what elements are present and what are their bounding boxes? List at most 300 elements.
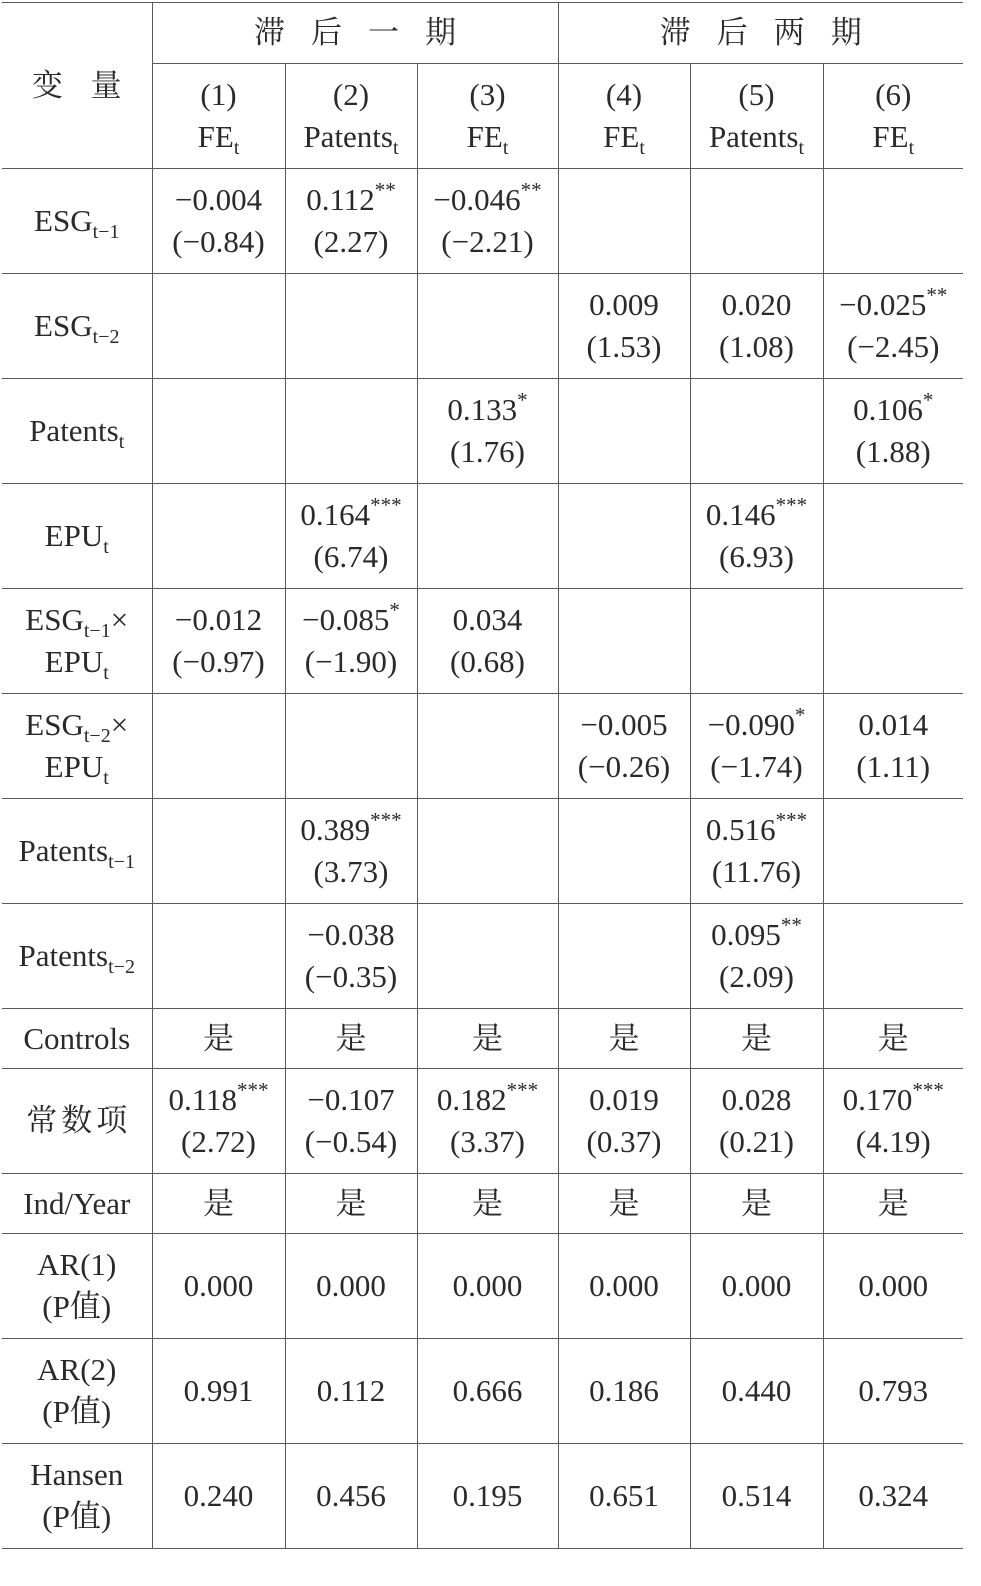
table-cell (417, 799, 558, 904)
table-cell (558, 1444, 690, 1549)
coefficient: −0.004 (174, 182, 263, 217)
t-statistic: (6.93) (719, 539, 794, 574)
row-label-subscript: t−2 (83, 725, 111, 747)
coefficient: 0.324 (858, 1478, 929, 1513)
coefficient: 0.991 (183, 1373, 254, 1408)
row-label-line (2, 704, 152, 746)
table-cell (558, 694, 690, 799)
table-cell (285, 1174, 417, 1234)
table-row (2, 1069, 963, 1174)
row-label-line (2, 599, 152, 641)
column-dependent-var-subscript: t (798, 137, 805, 159)
table-cell (285, 1009, 417, 1069)
coefficient: 0.014 (858, 707, 929, 742)
row-label-text: (P值) (42, 1499, 112, 1534)
table-cell (823, 1069, 963, 1174)
t-statistic: (−0.26) (577, 749, 671, 784)
table-row (2, 904, 963, 1009)
coefficient: 0.000 (721, 1268, 792, 1303)
table-cell (823, 1174, 963, 1234)
coefficient-line (286, 914, 417, 956)
table-cell (558, 1069, 690, 1174)
column-dependent-var-name: Patents (708, 119, 799, 154)
t-statistic: (0.68) (450, 644, 525, 679)
table-cell (285, 589, 417, 694)
coefficient-line (153, 1079, 285, 1121)
table-cell (152, 379, 285, 484)
group-header-lag2 (558, 3, 963, 64)
table-cell (690, 1174, 823, 1234)
coefficient-line (286, 1183, 417, 1225)
table-cell (558, 1009, 690, 1069)
row-label-text: AR(2) (37, 1352, 117, 1387)
table-cell (152, 799, 285, 904)
t-statistic: (6.74) (313, 539, 389, 574)
coefficient: 是 (335, 1020, 367, 1056)
significance-stars: ** (374, 178, 396, 202)
coefficient: −0.046 (433, 182, 521, 217)
coefficient-line (286, 179, 417, 221)
row-label-line (2, 1018, 152, 1060)
table-cell (152, 694, 285, 799)
column-dependent-var (153, 116, 285, 158)
coefficient-line (286, 599, 417, 641)
table-cell (690, 799, 823, 904)
coefficient-line (559, 284, 690, 326)
row-label-text: Ind/Year (23, 1185, 131, 1221)
table-cell (558, 799, 690, 904)
coefficient-line (691, 704, 823, 746)
coefficient-line (418, 389, 558, 431)
table-cell (417, 1339, 558, 1444)
coefficient: 0.000 (183, 1268, 254, 1303)
coefficient: 0.182 (436, 1082, 507, 1117)
row-label-text: Patents (18, 833, 109, 868)
coefficient: 0.019 (589, 1082, 659, 1117)
coefficient-line (824, 1265, 964, 1307)
row-label-line (2, 1391, 152, 1433)
coefficient-line (691, 1018, 823, 1060)
row-label-text: Hansen (30, 1457, 124, 1492)
significance-stars: *** (370, 493, 402, 517)
coefficient-line (418, 1018, 558, 1060)
coefficient: 是 (877, 1020, 909, 1056)
table-row (2, 379, 963, 484)
column-dependent-var-name: Patents (303, 119, 393, 154)
t-statistic: (3.37) (450, 1124, 525, 1159)
coefficient: 是 (741, 1185, 772, 1221)
row-label-line (2, 1286, 152, 1328)
significance-stars: * (794, 703, 806, 727)
table-row (2, 169, 963, 274)
table-cell (152, 1009, 285, 1069)
significance-stars: * (389, 598, 400, 622)
coefficient-line (824, 1018, 964, 1060)
t-statistic: (−1.74) (710, 749, 803, 784)
coefficient: −0.012 (174, 602, 263, 637)
t-statistic: (1.76) (450, 434, 525, 469)
coefficient-line (418, 1265, 558, 1307)
coefficient: 0.133 (447, 392, 518, 427)
coefficient: 是 (472, 1185, 503, 1221)
coefficient: 是 (203, 1185, 234, 1221)
coefficient: 是 (608, 1185, 640, 1221)
row-label (2, 484, 152, 589)
significance-stars: ** (780, 913, 802, 937)
coefficient: 0.106 (853, 392, 923, 427)
table-row (2, 484, 963, 589)
coefficient-line (559, 1018, 690, 1060)
row-label-line (2, 1349, 152, 1391)
t-statistic: (−0.54) (304, 1124, 398, 1159)
table-cell (285, 1444, 417, 1549)
row-label-line (2, 830, 152, 872)
table-row (2, 274, 963, 379)
column-dependent-var-name: FE (603, 119, 640, 154)
row-label (2, 799, 152, 904)
table-cell (417, 1234, 558, 1339)
coefficient: 0.000 (589, 1268, 659, 1303)
t-statistic: (1.08) (719, 329, 794, 364)
table-cell (823, 1444, 963, 1549)
table-cell (558, 904, 690, 1009)
coefficient-line (691, 914, 823, 956)
coefficient: 0.112 (306, 182, 375, 217)
row-label-subscript: t (118, 431, 125, 453)
coefficient-line (824, 704, 964, 746)
coefficient-line (559, 704, 690, 746)
coefficient: 0.240 (183, 1478, 254, 1513)
table-row (2, 1234, 963, 1339)
table-cell (285, 274, 417, 379)
coefficient: 0.000 (858, 1268, 929, 1303)
row-label-line (2, 515, 152, 557)
table-cell (823, 904, 963, 1009)
table-cell (152, 1234, 285, 1339)
column-number: (4) (605, 77, 643, 112)
coefficient: 0.170 (842, 1082, 913, 1117)
coefficient-line (691, 284, 823, 326)
coefficient-line (286, 1370, 417, 1412)
coefficient-line (824, 1475, 964, 1517)
row-label-subscript: t−2 (108, 956, 135, 978)
row-label (2, 379, 152, 484)
column-dependent-var (559, 116, 690, 158)
table-cell (690, 904, 823, 1009)
column-number: (1) (200, 77, 237, 112)
row-label (2, 1234, 152, 1339)
coefficient-line (153, 1018, 285, 1060)
row-label-line (2, 935, 152, 977)
table-body (2, 3, 963, 1549)
t-statistic: (11.76) (711, 854, 802, 889)
coefficient-line (286, 809, 417, 851)
table-cell (285, 484, 417, 589)
coefficient: 0.112 (316, 1373, 386, 1408)
coefficient: −0.107 (307, 1082, 395, 1117)
table-cell (823, 1339, 963, 1444)
row-label (2, 274, 152, 379)
column-dependent-var-subscript: t (393, 137, 399, 159)
column-dependent-var-subscript: t (908, 137, 915, 159)
table-cell (285, 1069, 417, 1174)
table-cell (417, 484, 558, 589)
table-cell (690, 1234, 823, 1339)
coefficient: 0.516 (705, 812, 776, 847)
table-cell (690, 1069, 823, 1174)
t-statistic: (−1.90) (304, 644, 398, 679)
coefficient-line (559, 1475, 690, 1517)
group-header-lag1 (152, 3, 558, 64)
row-label-text: ESG (34, 203, 93, 238)
table-cell (417, 379, 558, 484)
coefficient-line (153, 1183, 285, 1225)
coefficient: 0.651 (589, 1478, 659, 1513)
table-cell (558, 169, 690, 274)
row-label-text: Patents (18, 938, 109, 973)
coefficient-line (559, 1079, 690, 1121)
table-cell (152, 274, 285, 379)
row-label-line (2, 746, 152, 788)
row-label (2, 1174, 152, 1234)
table-row (2, 1174, 963, 1234)
row-label-text: ESG (34, 308, 93, 343)
coefficient: 0.000 (452, 1268, 523, 1303)
row-label-text: ESG (25, 707, 84, 742)
variable-header-label: 变 量 (31, 67, 132, 103)
t-statistic: (−0.84) (172, 224, 265, 259)
row-label-text: Controls (23, 1020, 131, 1056)
coefficient-line (153, 599, 285, 641)
row-label-line (2, 305, 152, 347)
table-cell (417, 589, 558, 694)
t-statistic: (0.21) (719, 1124, 794, 1159)
coefficient-line (153, 1265, 285, 1307)
table-cell (558, 589, 690, 694)
row-label-line (2, 1454, 152, 1496)
row-label-text: 常数项 (26, 1103, 132, 1138)
coefficient: 是 (335, 1185, 367, 1221)
coefficient-line (153, 1475, 285, 1517)
coefficient-line (559, 1265, 690, 1307)
t-statistic: (1.88) (855, 434, 931, 469)
table-cell (690, 169, 823, 274)
significance-stars: *** (775, 493, 808, 517)
table-cell (417, 694, 558, 799)
table-row (2, 1009, 963, 1069)
table-cell (152, 1174, 285, 1234)
t-statistic: (1.53) (586, 329, 662, 364)
row-label-line (2, 1244, 152, 1286)
row-label-text: Patents (29, 413, 119, 448)
row-label-line (2, 1100, 152, 1142)
t-statistic: (−0.35) (304, 959, 398, 994)
row-label (2, 904, 152, 1009)
group-header-lag2-label: 滞后两期 (659, 15, 888, 50)
column-dependent-var-name: FE (466, 119, 503, 154)
coefficient: −0.090 (707, 707, 795, 742)
table-cell (823, 274, 963, 379)
table-row (2, 694, 963, 799)
table-row (2, 589, 963, 694)
coefficient: −0.038 (307, 917, 395, 952)
column-header-4 (558, 64, 690, 169)
coefficient-line (286, 1079, 417, 1121)
coefficient: −0.085 (302, 602, 390, 637)
coefficient: 是 (608, 1020, 640, 1056)
coefficient-line (691, 1079, 823, 1121)
coefficient-line (418, 1183, 558, 1225)
column-dependent-var-subscript: t (233, 137, 240, 159)
table-cell (152, 169, 285, 274)
table-row (2, 799, 963, 904)
table-cell (823, 379, 963, 484)
row-label-subscript: t−1 (83, 620, 111, 642)
table-cell (417, 904, 558, 1009)
table-cell (823, 589, 963, 694)
coefficient-line (153, 1370, 285, 1412)
coefficient-line (824, 389, 964, 431)
coefficient: 0.456 (316, 1478, 386, 1513)
coefficient: 0.164 (300, 497, 371, 532)
coefficient: 0.009 (589, 287, 659, 322)
table-cell (690, 1444, 823, 1549)
significance-stars: * (517, 388, 528, 412)
row-label (2, 1444, 152, 1549)
table-cell (417, 1009, 558, 1069)
times-sign: × (110, 602, 129, 637)
row-label-subscript: t−1 (92, 221, 120, 243)
table-cell (285, 1339, 417, 1444)
table-cell (152, 904, 285, 1009)
coefficient-line (691, 809, 823, 851)
coefficient: 0.666 (452, 1373, 523, 1408)
coefficient: 0.020 (721, 287, 792, 322)
coefficient: 是 (472, 1020, 503, 1056)
coefficient-line (286, 1018, 417, 1060)
t-statistic: (2.27) (313, 224, 389, 259)
row-label-subscript: t (103, 767, 109, 789)
row-label-text: AR(1) (37, 1247, 117, 1282)
coefficient: 0.034 (452, 602, 523, 637)
coefficient: 0.118 (168, 1082, 238, 1117)
row-label-text: (P值) (42, 1289, 112, 1324)
row-label-text: ESG (25, 602, 84, 637)
t-statistic: (1.11) (856, 749, 931, 784)
significance-stars: * (922, 388, 934, 412)
table-cell (417, 169, 558, 274)
row-label (2, 169, 152, 274)
table-cell (690, 379, 823, 484)
table-cell (417, 1069, 558, 1174)
t-statistic: (0.37) (586, 1124, 662, 1159)
coefficient-line (691, 1183, 823, 1225)
coefficient-line (691, 1475, 823, 1517)
table-cell (285, 379, 417, 484)
coefficient: 0.793 (858, 1373, 929, 1408)
coefficient: 0.000 (316, 1268, 386, 1303)
significance-stars: *** (370, 808, 402, 832)
column-dependent-var (824, 116, 964, 158)
row-label-subscript: t−1 (108, 851, 135, 873)
row-label-line (2, 1183, 152, 1225)
coefficient: 0.146 (705, 497, 776, 532)
row-label (2, 694, 152, 799)
row-label-subscript: t (103, 536, 109, 558)
table-cell (558, 1339, 690, 1444)
significance-stars: *** (237, 1078, 269, 1102)
table-cell (152, 1339, 285, 1444)
coefficient: −0.005 (580, 707, 668, 742)
table-cell (823, 694, 963, 799)
table-cell (690, 274, 823, 379)
header-row-groups (2, 3, 963, 64)
coefficient: 是 (741, 1020, 772, 1056)
coefficient-line (286, 494, 417, 536)
table-cell (152, 1444, 285, 1549)
coefficient: 是 (203, 1020, 234, 1056)
coefficient-line (418, 599, 558, 641)
coefficient-line (691, 1265, 823, 1307)
coefficient-line (691, 494, 823, 536)
column-header-3 (417, 64, 558, 169)
table-cell (152, 1069, 285, 1174)
times-sign: × (110, 707, 129, 742)
coefficient: 0.186 (589, 1373, 659, 1408)
t-statistic: (2.09) (719, 959, 794, 994)
column-number: (3) (469, 77, 506, 112)
table-cell (823, 169, 963, 274)
column-dependent-var-name: FE (872, 119, 909, 154)
coefficient-line (286, 1265, 417, 1307)
t-statistic: (−2.45) (847, 329, 940, 364)
table-cell (690, 1339, 823, 1444)
table-cell (690, 589, 823, 694)
coefficient: 是 (877, 1185, 909, 1221)
variable-header (2, 3, 152, 169)
t-statistic: (4.19) (855, 1124, 931, 1159)
row-label-subscript: t−2 (92, 326, 120, 348)
column-header-5 (690, 64, 823, 169)
table-cell (558, 1234, 690, 1339)
significance-stars: *** (506, 1078, 539, 1102)
t-statistic: (3.73) (313, 854, 389, 889)
coefficient: 0.195 (452, 1478, 523, 1513)
row-label-line (2, 200, 152, 242)
table-cell (823, 484, 963, 589)
significance-stars: ** (926, 283, 948, 307)
coefficient-line (418, 1079, 558, 1121)
table-cell (558, 1174, 690, 1234)
table-cell (285, 799, 417, 904)
coefficient: 0.095 (711, 917, 781, 952)
coefficient-line (824, 1183, 964, 1225)
coefficient-line (559, 1370, 690, 1412)
table-row (2, 1339, 963, 1444)
table-cell (285, 904, 417, 1009)
table-row (2, 1444, 963, 1549)
row-label-subscript: t (103, 662, 109, 684)
column-number: (6) (875, 77, 912, 112)
column-number: (5) (738, 77, 775, 112)
table-cell (823, 1009, 963, 1069)
table-cell (690, 1009, 823, 1069)
coefficient-line (691, 1370, 823, 1412)
column-dependent-var (691, 116, 823, 158)
t-statistic: (2.72) (181, 1124, 256, 1159)
column-number: (2) (332, 77, 370, 112)
row-label-text: EPU (44, 518, 104, 553)
